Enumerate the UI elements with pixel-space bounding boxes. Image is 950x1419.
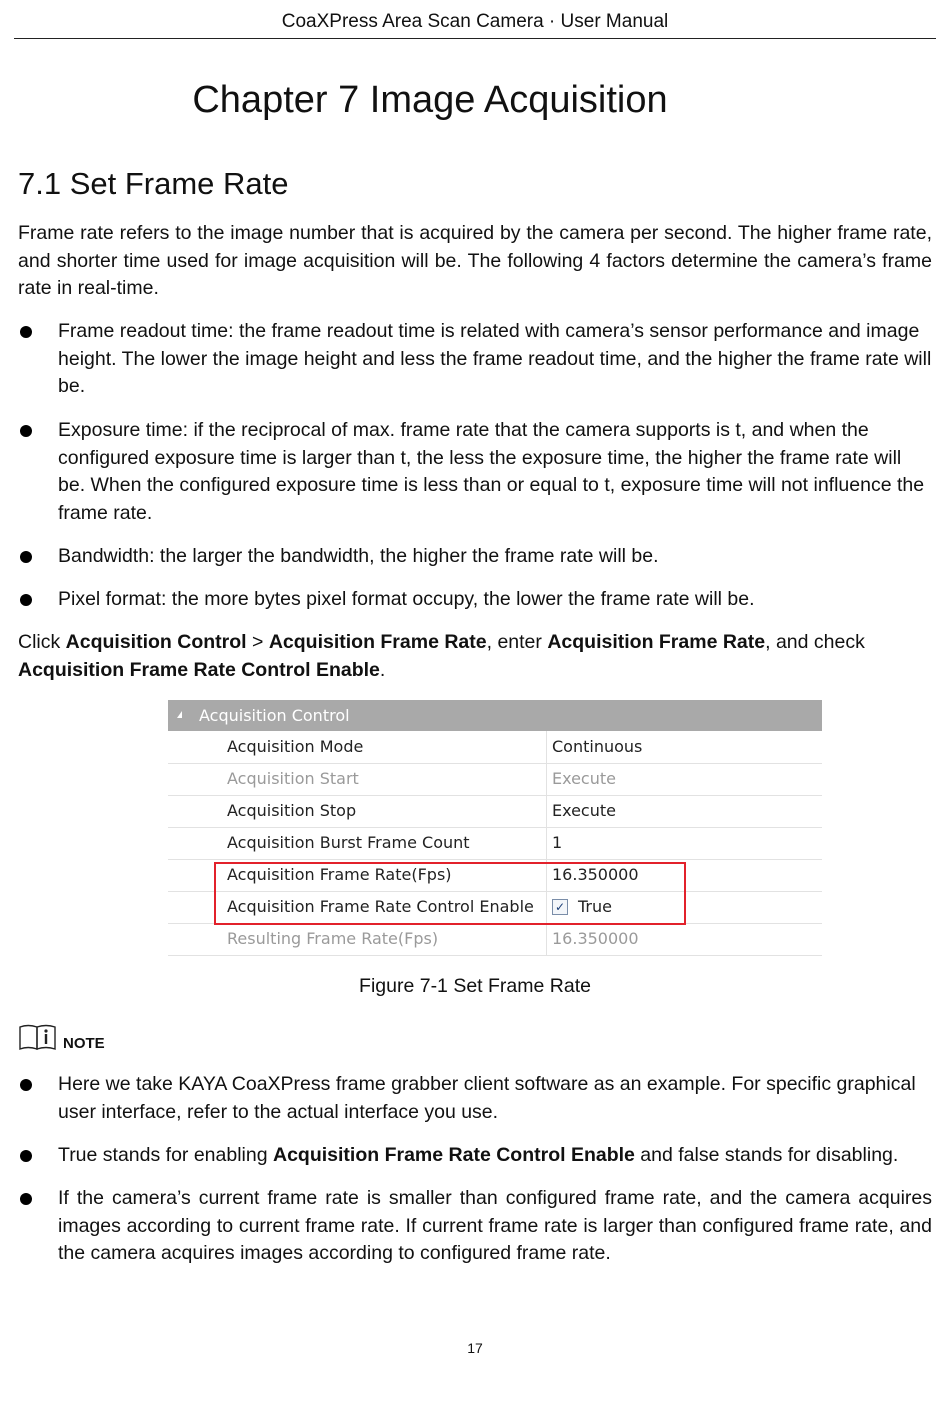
note-current-rate-text: If the camera’s current frame rate is smaller than configured frame rate, and the camera acquires images according to current frame rate. If current frame rate is larger than configured frame rate, and the camera acquires images according to configured frame rate. [58, 1187, 932, 1264]
note-true-text [58, 1142, 932, 1170]
column-divider [546, 763, 547, 795]
property-name: Acquisition Frame Rate(Fps) [227, 865, 452, 884]
frame-rate-value[interactable]: 16.350000 [552, 865, 639, 884]
enable-checkbox[interactable]: ✓ [552, 899, 568, 915]
expand-triangle-icon[interactable] [177, 711, 182, 718]
instruction-bold: Acquisition Frame Rate Control Enable [18, 658, 380, 681]
property-name: Acquisition Start [227, 769, 359, 788]
instruction-text: Click [18, 631, 66, 653]
column-divider [546, 731, 547, 763]
note-label: NOTE [63, 1035, 105, 1052]
figure-caption: Figure 7-1 Set Frame Rate [359, 975, 591, 997]
bullet-icon [20, 326, 32, 338]
note-bold: Acquisition Frame Rate Control Enable [273, 1144, 635, 1166]
section-title: 7.1 Set Frame Rate [18, 166, 289, 201]
table-row[interactable] [168, 731, 822, 764]
factor-exposure-text: Exposure time: if the reciprocal of max. frame rate that the camera supports is t, and when the configured exposure time is larger than t, the less the exposure time, the higher the frame rate will be. When the configured exposure time is less than or equal to t, exposure time will not influence the frame rate. [58, 419, 925, 524]
instruction-bold: Acquisition Frame Rate [268, 631, 487, 653]
column-divider [546, 827, 547, 859]
column-divider [546, 923, 547, 955]
bullet-icon [20, 1079, 32, 1091]
group-label: Acquisition Control [199, 706, 350, 725]
instruction-text: , and check [765, 631, 865, 653]
property-value[interactable]: 1 [552, 833, 563, 852]
chapter-title: Chapter 7 Image Acquisition [192, 79, 668, 121]
table-row[interactable] [168, 923, 822, 956]
note-kaya-text: Here we take KAYA CoaXPress frame grabber client software as an example. For specific graphical user interface, refer to the actual interface you use. [58, 1073, 916, 1123]
property-value[interactable]: Execute [552, 801, 616, 820]
table-row[interactable] [168, 827, 822, 860]
factor-pixel-format-text: Pixel format: the more bytes pixel format occupy, the lower the frame rate will be. [58, 588, 755, 610]
column-divider [546, 795, 547, 827]
factor-bandwidth-text: Bandwidth: the larger the bandwidth, the higher the frame rate will be. [58, 545, 659, 567]
table-row[interactable] [168, 763, 822, 796]
intro-paragraph: Frame rate refers to the image number that is acquired by the camera per second. The higher frame rate, and shorter time used for image acquisition will be. The following 4 factors determine the camera’s frame rate in real-time. [18, 222, 932, 299]
instruction-bold: Acquisition Control [65, 631, 247, 653]
instruction-text: , enter [486, 631, 548, 653]
bullet-icon [20, 594, 32, 606]
property-name: Acquisition Mode [227, 737, 364, 756]
factor-readout-text: Frame readout time: the frame readout time is related with camera’s sensor performance and image height. The lower the image height and less the frame readout time, and the higher the frame rate will be. [58, 320, 932, 397]
note-book-icon [18, 1022, 58, 1052]
bullet-icon [20, 1150, 32, 1162]
table-row[interactable] [168, 795, 822, 828]
property-value[interactable]: Continuous [552, 737, 643, 756]
property-name: Acquisition Stop [227, 801, 357, 820]
note-text: and false stands for disabling. [634, 1144, 899, 1166]
bullet-icon [20, 1193, 32, 1205]
page-number: 17 [467, 1340, 483, 1356]
property-name: Acquisition Burst Frame Count [227, 833, 470, 852]
instruction-text: . [379, 658, 386, 681]
property-name: Resulting Frame Rate(Fps) [227, 929, 439, 948]
page-header: CoaXPress Area Scan Camera · User Manual [14, 8, 936, 39]
bullet-icon [20, 425, 32, 437]
instruction-bold: Acquisition Frame Rate [547, 631, 766, 653]
checkbox-label: True [578, 897, 612, 916]
property-value: 16.350000 [552, 929, 639, 948]
instruction-text: > [246, 631, 269, 653]
acquisition-control-group[interactable] [168, 700, 822, 731]
property-name: Acquisition Frame Rate Control Enable [227, 897, 534, 916]
figure-screenshot [168, 700, 822, 958]
property-value[interactable]: Execute [552, 769, 616, 788]
bullet-icon [20, 551, 32, 563]
instruction-paragraph [18, 629, 932, 684]
note-text: True stands for enabling [58, 1144, 273, 1166]
highlight-box [214, 862, 686, 925]
